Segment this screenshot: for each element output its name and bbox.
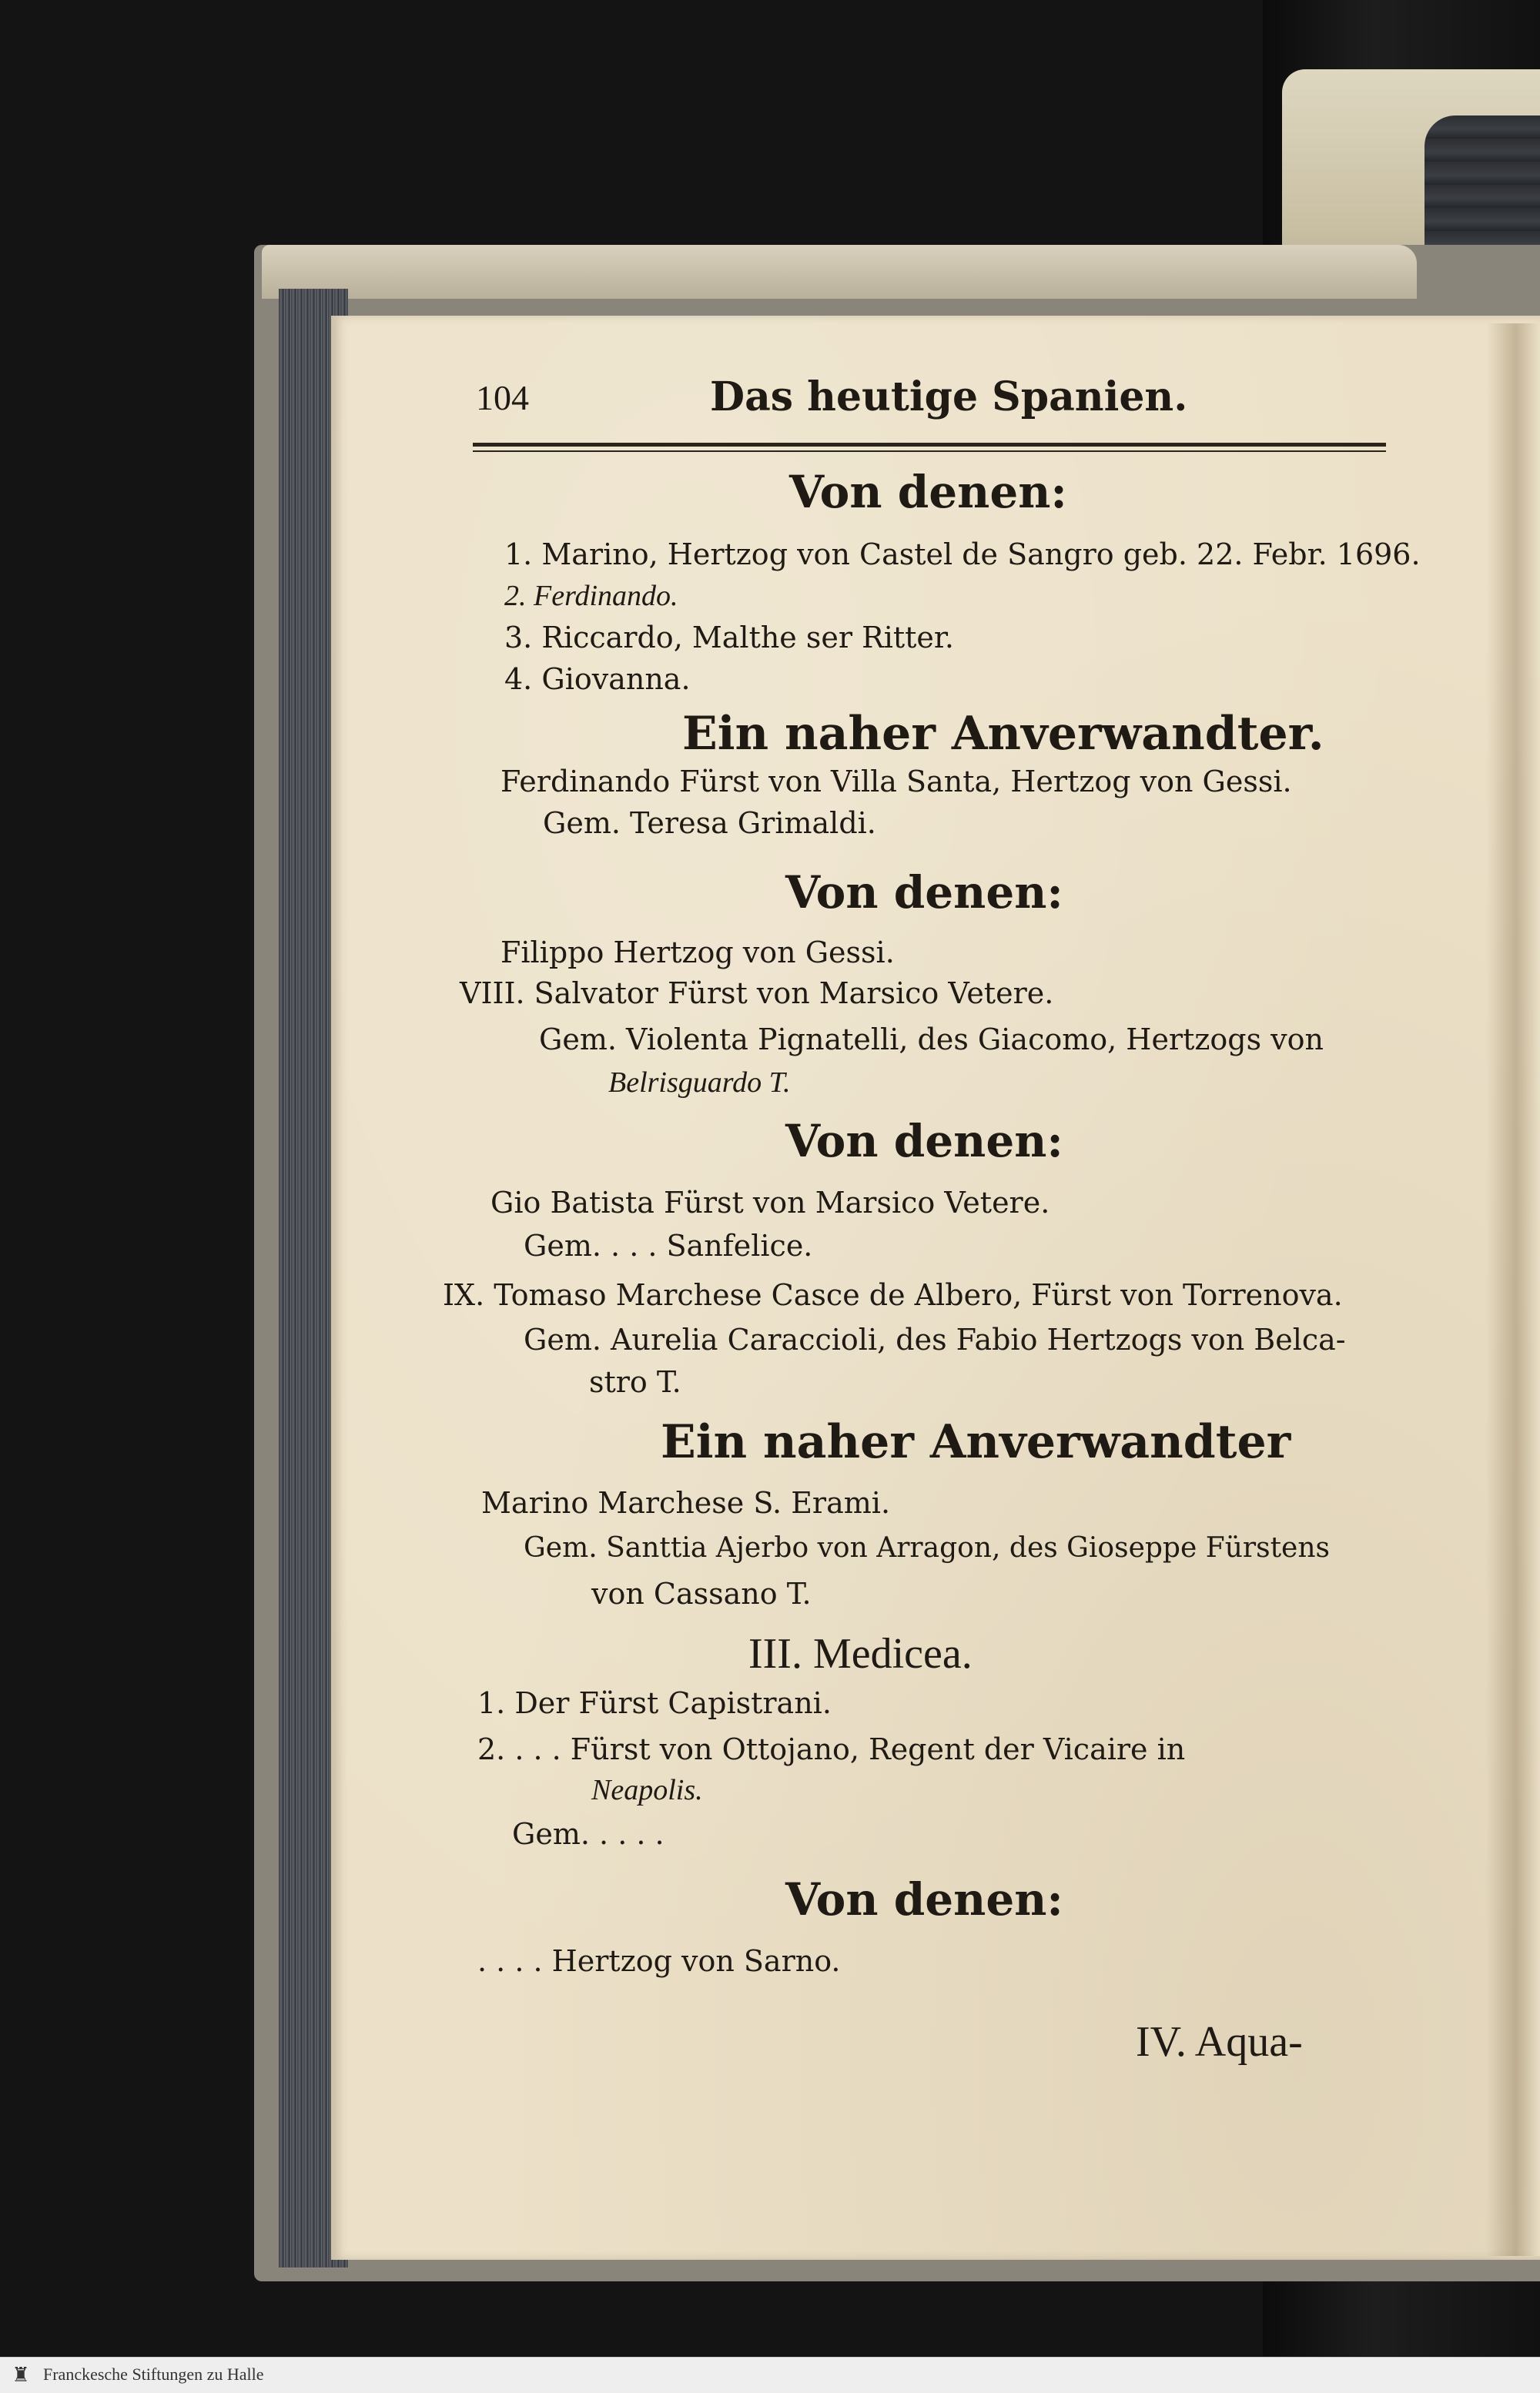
text-line: Marino Marchese S. Erami. [481, 1486, 891, 1520]
text-line: Neapolis. [591, 1774, 703, 1806]
text-line: 3. Riccardo, Malthe ser Ritter. [504, 621, 954, 654]
text-line: Gem. . . . . [512, 1817, 665, 1851]
section-heading: Von denen: [789, 466, 1067, 518]
section-heading: Von denen: [785, 1873, 1063, 1926]
section-heading: Von denen: [785, 1115, 1063, 1167]
text-line: Gio Batista Fürst von Marsico Vetere. [490, 1186, 1050, 1220]
page-gutter [1486, 323, 1540, 2256]
text-line: Belrisguardo T. [608, 1066, 791, 1099]
section-heading: Von denen: [785, 866, 1063, 919]
text-line: stro T. [589, 1365, 681, 1399]
text-line: 1. Marino, Hertzog von Castel de Sangro geb. 22. Febr. 1696. [504, 537, 1421, 571]
text-line: 2. . . . Fürst von Ottojano, Regent der Vicaire in [477, 1732, 1186, 1766]
text-line: 1. Der Fürst Capistrani. [477, 1686, 832, 1720]
text-line: von Cassano T. [591, 1577, 812, 1611]
text-line: Gem. Santtia Ajerbo von Arragon, des Gioseppe Fürstens [524, 1532, 1331, 1564]
text-line: Gem. Aurelia Caraccioli, des Fabio Hertzogs von Belca- [524, 1323, 1346, 1357]
section-heading: III. Medicea. [748, 1630, 973, 1678]
header-rule [473, 443, 1386, 447]
page-number: 104 [476, 378, 529, 417]
header-rule-thin [473, 450, 1386, 452]
foundation-emblem-icon: ♜ [12, 2364, 30, 2387]
footer-institution: Franckesche Stiftungen zu Halle [43, 2365, 264, 2384]
footer-bar [0, 2357, 1540, 2393]
text-line: VIII. Salvator Fürst von Marsico Vetere. [460, 976, 1054, 1010]
section-heading: Ein naher Anverwandter. [682, 707, 1324, 761]
text-line: Gem. Violenta Pignatelli, des Giacomo, Hertzogs von [539, 1022, 1324, 1056]
running-head: Das heutige Spanien. [710, 373, 1188, 420]
text-line: . . . . Hertzog von Sarno. [477, 1944, 841, 1978]
section-heading: Ein naher Anverwandter [661, 1415, 1291, 1469]
text-line: Ferdinando Fürst von Villa Santa, Hertzog von Gessi. [500, 765, 1292, 798]
text-line: Filippo Hertzog von Gessi. [500, 935, 895, 969]
text-line: 4. Giovanna. [504, 662, 691, 696]
text-line: IX. Tomaso Marchese Casce de Albero, Fürst von Torrenova. [443, 1278, 1343, 1312]
text-line: Gem. . . . Sanfelice. [524, 1229, 813, 1263]
text-line: Gem. Teresa Grimaldi. [543, 806, 876, 840]
catchword: IV. Aqua- [1136, 2018, 1303, 2066]
text-line: 2. Ferdinando. [504, 580, 678, 612]
book-cover-top [262, 245, 1417, 299]
